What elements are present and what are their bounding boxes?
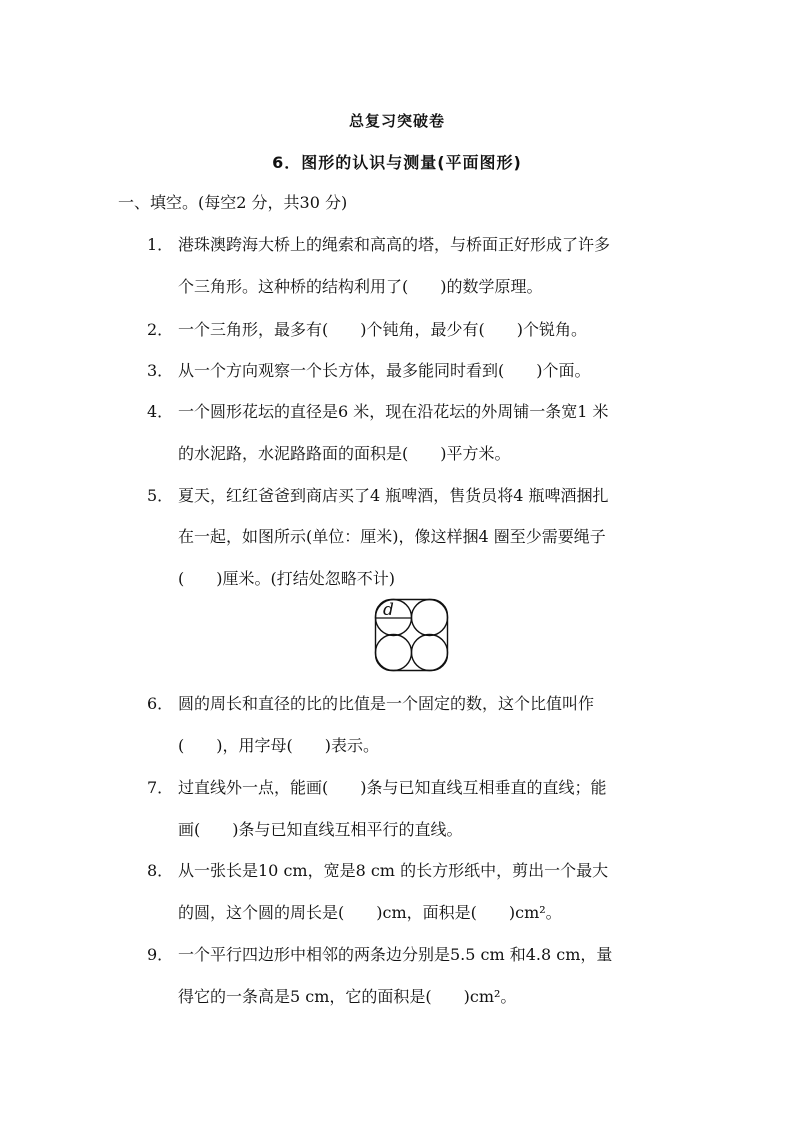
question-number: 5．	[147, 486, 174, 505]
question-line: 从一个方向观察一个长方体，最多能同时看到( )个面。	[178, 361, 591, 380]
question-number: 3．	[147, 361, 174, 380]
question-number: 4．	[147, 402, 174, 421]
question-line: 的圆，这个圆的周长是( )cm，面积是( )cm²。	[178, 903, 562, 922]
question-line: 一个圆形花坛的直径是6 米，现在沿花坛的外周铺一条宽1 米	[178, 402, 609, 421]
question-number: 1．	[147, 235, 174, 254]
question-line: 的水泥路，水泥路路面的面积是( )平方米。	[178, 444, 511, 463]
exam-subtitle: 6．图形的认识与测量(平面图形)	[272, 153, 522, 172]
question-line: 画( )条与已知直线互相平行的直线。	[178, 820, 463, 839]
question-line: 得它的一条高是5 cm，它的面积是( )cm²。	[178, 987, 517, 1006]
question-line: 在一起，如图所示(单位：厘米)，像这样捆4 圈至少需要绳子	[178, 527, 606, 546]
diameter-label: d	[383, 600, 394, 620]
section-heading: 一、填空。(每空2 分，共30 分)	[118, 193, 348, 212]
question-line: 港珠澳跨海大桥上的绳索和高高的塔，与桥面正好形成了许多	[178, 235, 611, 254]
question-line: ( )，用字母( )表示。	[178, 736, 379, 755]
bottle-circle	[412, 635, 448, 671]
question-line: 夏天，红红爸爸到商店买了4 瓶啤酒，售货员将4 瓶啤酒捆扎	[178, 486, 609, 505]
bottle-circle	[412, 600, 448, 636]
question-line: 过直线外一点，能画( )条与已知直线互相垂直的直线；能	[178, 778, 607, 797]
question-line: 从一张长是10 cm，宽是8 cm 的长方形纸中，剪出一个最大	[178, 861, 609, 880]
question-number: 9．	[147, 945, 174, 964]
exam-title: 总复习突破卷	[348, 112, 445, 130]
bottle-circle	[376, 635, 412, 671]
question-number: 8．	[147, 861, 174, 880]
question-number: 2．	[147, 320, 174, 339]
question-number: 7．	[147, 778, 174, 797]
question-number: 6．	[147, 694, 174, 713]
question-line: 个三角形。这种桥的结构利用了( )的数学原理。	[178, 277, 543, 296]
question-line: 一个三角形，最多有( )个钝角，最少有( )个锐角。	[178, 320, 587, 339]
question-line: 一个平行四边形中相邻的两条边分别是5.5 cm 和4.8 cm，量	[178, 945, 613, 964]
bottles-figure	[374, 598, 450, 672]
question-line: 圆的周长和直径的比的比值是一个固定的数，这个比值叫作	[178, 694, 595, 713]
question-line: ( )厘米。(打结处忽略不计)	[178, 569, 395, 588]
